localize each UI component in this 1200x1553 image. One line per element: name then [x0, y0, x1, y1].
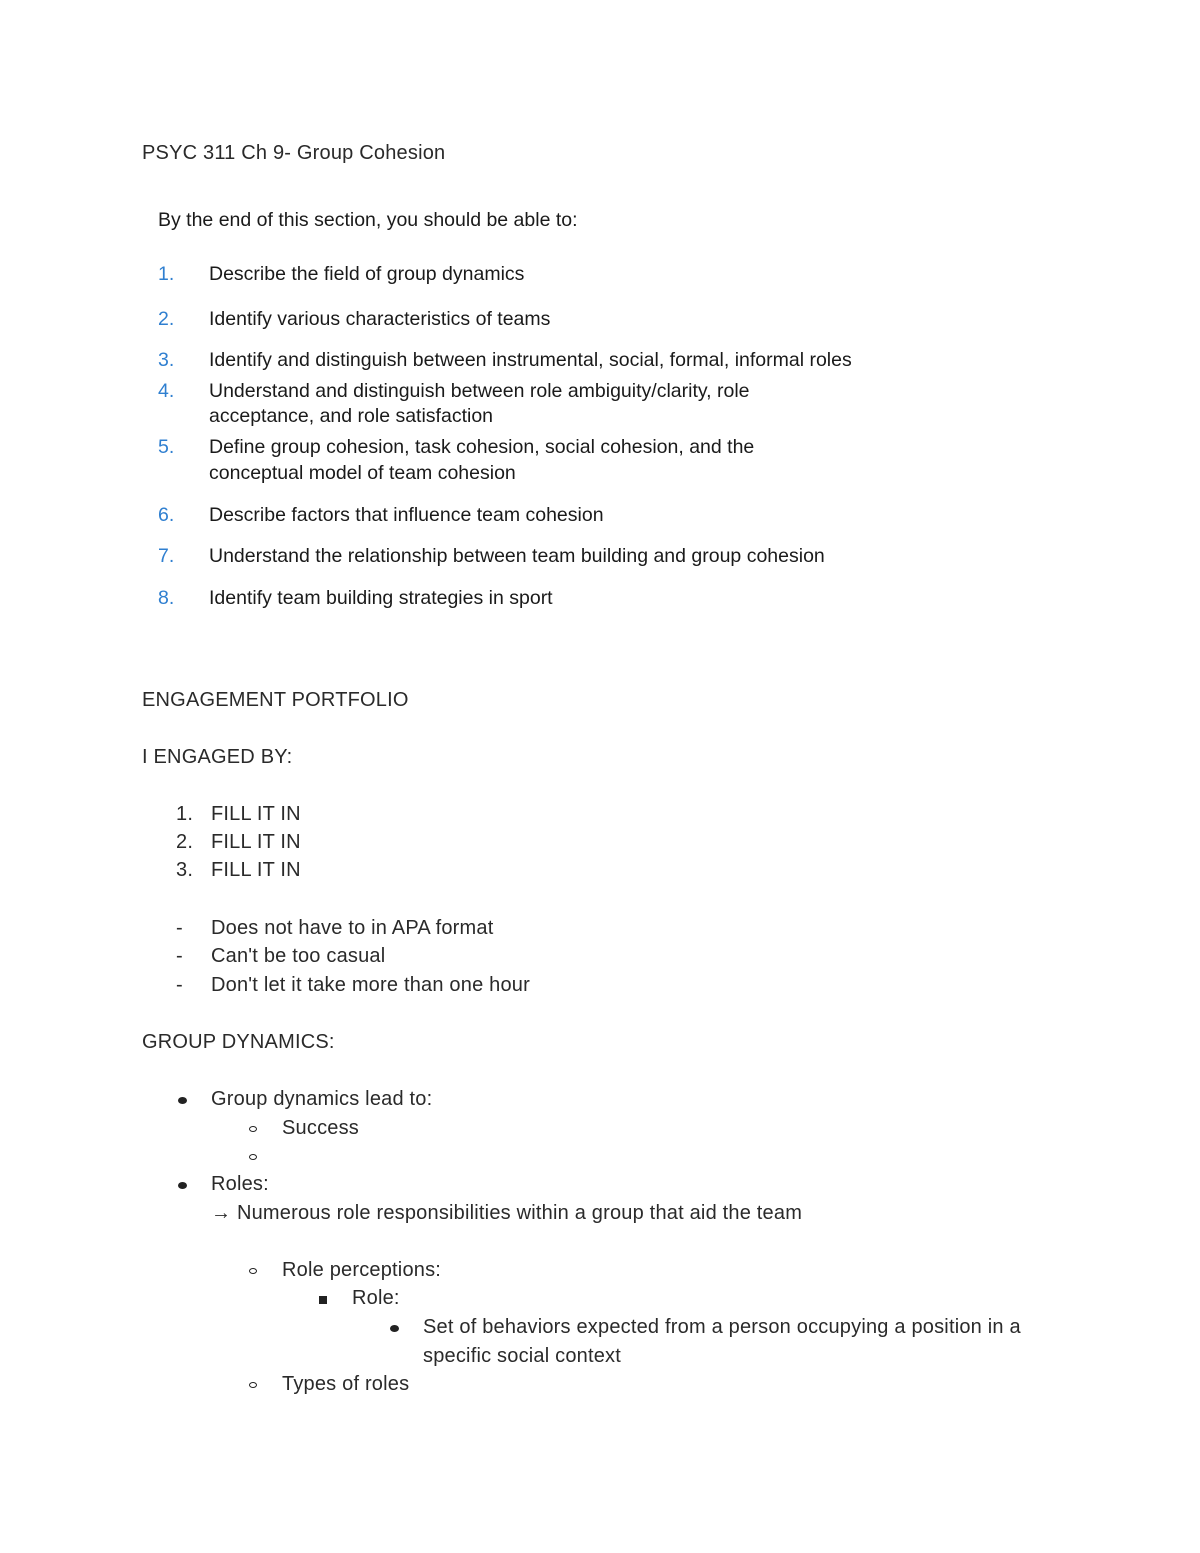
objective-text: Identify various characteristics of teams: [209, 308, 551, 330]
objective-text: Identify team building strategies in sport: [209, 587, 553, 609]
list-item: Roles:: [211, 1173, 269, 1195]
objective-text-continued: conceptual model of team cohesion: [209, 462, 516, 484]
list-item: Types of roles: [282, 1373, 410, 1395]
list-item: Can't be too casual: [211, 945, 386, 967]
list-item-continued: specific social context: [423, 1345, 622, 1367]
objective-text: Understand and distinguish between role ambiguity/clarity, role: [209, 380, 750, 402]
objective-number: 7.: [158, 545, 175, 567]
list-item-note: → Numerous role responsibilities within a group that aid the team: [211, 1202, 803, 1224]
list-number: 3.: [176, 859, 194, 881]
objective-text: Identify and distinguish between instrumental, social, formal, informal roles: [209, 349, 852, 371]
objective-number: 8.: [158, 587, 175, 609]
list-item: Group dynamics lead to:: [211, 1088, 433, 1110]
objective-text: Define group cohesion, task cohesion, social cohesion, and the: [209, 436, 755, 458]
objective-text: Understand the relationship between team building and group cohesion: [209, 545, 825, 567]
objective-number: 4.: [158, 380, 175, 402]
circle-bullet-icon: [249, 1154, 257, 1160]
objectives-intro: By the end of this section, you should be able to:: [158, 209, 578, 231]
objective-number: 6.: [158, 504, 175, 526]
circle-bullet-icon: [249, 1382, 257, 1388]
list-item: Role perceptions:: [282, 1259, 442, 1281]
dash-marker: -: [176, 974, 183, 996]
list-item: Role:: [352, 1287, 400, 1309]
dash-marker: -: [176, 945, 183, 967]
list-item: Don't let it take more than one hour: [211, 974, 530, 996]
list-item: FILL IT IN: [211, 859, 301, 881]
list-item: FILL IT IN: [211, 803, 301, 825]
objective-text-continued: acceptance, and role satisfaction: [209, 405, 494, 427]
objective-text: Describe the field of group dynamics: [209, 263, 525, 285]
list-item: FILL IT IN: [211, 831, 301, 853]
objective-number: 2.: [158, 308, 175, 330]
section-heading-engagement: ENGAGEMENT PORTFOLIO: [142, 689, 409, 711]
objective-number: 1.: [158, 263, 175, 285]
list-item: Success: [282, 1117, 359, 1139]
page-title: PSYC 311 Ch 9- Group Cohesion: [142, 142, 446, 164]
circle-bullet-icon: [249, 1126, 257, 1132]
objective-number: 3.: [158, 349, 175, 371]
list-item: Does not have to in APA format: [211, 917, 494, 939]
disc-bullet-icon: [178, 1097, 187, 1104]
list-number: 2.: [176, 831, 194, 853]
dash-marker: -: [176, 917, 183, 939]
circle-bullet-icon: [249, 1268, 257, 1274]
list-item: Set of behaviors expected from a person occupying a position in a: [423, 1316, 1021, 1338]
objective-text: Describe factors that influence team cohesion: [209, 504, 604, 526]
objective-number: 5.: [158, 436, 175, 458]
disc-bullet-icon: [390, 1325, 399, 1332]
list-number: 1.: [176, 803, 194, 825]
engaged-by-label: I ENGAGED BY:: [142, 746, 293, 768]
disc-bullet-icon: [178, 1182, 187, 1189]
section-heading-group-dynamics: GROUP DYNAMICS:: [142, 1031, 335, 1053]
square-bullet-icon: [319, 1296, 327, 1304]
